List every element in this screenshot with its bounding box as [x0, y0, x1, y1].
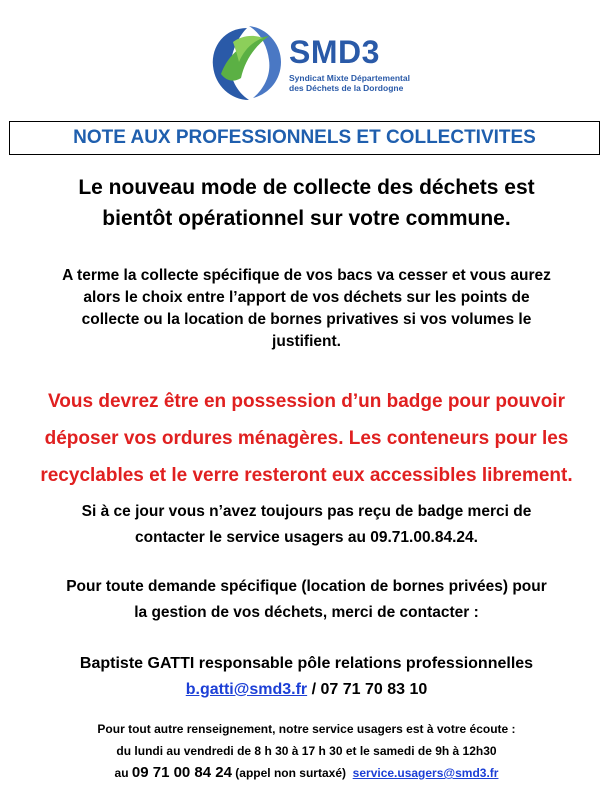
headline-line: Le nouveau mode de collecte des déchets est	[78, 176, 535, 199]
paragraph-line: Pour toute demande spécifique (location de bornes privées) pour	[66, 578, 547, 595]
logo-subtitle-line: des Déchets de la Dordogne	[289, 82, 404, 93]
paragraph-line: contacter le service usagers au 09.71.00.84.24.	[135, 529, 478, 546]
notice-line: Vous devrez être en possession d’un badge pour pouvoir	[48, 391, 565, 412]
paragraph-collection-change	[0, 265, 613, 353]
paragraph-line: alors le choix entre l’apport de vos déchets sur les points de	[83, 289, 530, 306]
logo-subtitle-line: Syndicat Mixte Départemental	[289, 73, 410, 83]
paragraph-line: Si à ce jour vous n’avez toujours pas reçu de badge merci de	[81, 503, 532, 520]
logo-subtitle	[289, 74, 410, 94]
paragraph-line: justifient.	[272, 333, 341, 350]
paragraph-line: A terme la collecte spécifique de vos bacs va cesser et vous aurez	[62, 267, 551, 284]
paragraph-line: collecte ou la location de bornes privatives si vos volumes le	[81, 311, 532, 328]
smd3-emblem-icon	[207, 22, 287, 106]
notice-line: recyclables et le verre resteront eux accessibles librement.	[40, 465, 573, 486]
footer-phone: 09 71 00 84 24	[131, 764, 232, 781]
footer-prefix: au	[114, 766, 132, 780]
headline	[0, 172, 613, 234]
contact-phone: 07 71 70 83 10	[320, 681, 428, 698]
contact-block	[0, 651, 613, 703]
headline-line: bientôt opérationnel sur votre commune.	[102, 207, 511, 230]
notice-line: déposer vos ordures ménagères. Les conteneurs pour les	[44, 428, 569, 449]
footer-email-link[interactable]: service.usagers@smd3.fr	[352, 766, 499, 780]
footer	[0, 718, 613, 784]
footer-phone-note: (appel non surtaxé)	[231, 766, 346, 780]
paragraph-badge-contact	[0, 499, 613, 551]
contact-details	[0, 677, 613, 703]
contact-email-link[interactable]: b.gatti@smd3.fr	[185, 681, 308, 698]
badge-notice	[0, 383, 613, 494]
contact-person: Baptiste GATTI responsable pôle relations professionnelles	[79, 655, 534, 672]
footer-line: du lundi au vendredi de 8 h 30 à 17 h 30 et le samedi de 9h à 12h30	[116, 744, 497, 758]
footer-contact-line	[0, 762, 613, 784]
contact-separator: /	[307, 681, 321, 698]
smd3-logo	[207, 22, 427, 106]
footer-line: Pour tout autre renseignement, notre service usagers est à votre écoute :	[97, 722, 516, 736]
paragraph-specific-request	[0, 574, 613, 626]
paragraph-line: la gestion de vos déchets, merci de contacter :	[134, 604, 479, 621]
logo-name: SMD3	[289, 34, 380, 70]
page-title: NOTE AUX PROFESSIONNELS ET COLLECTIVITES	[9, 121, 600, 155]
